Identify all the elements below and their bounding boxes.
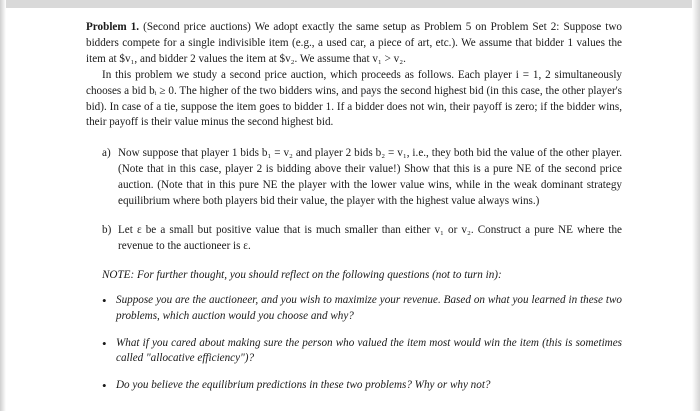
bullet-icon: • (102, 292, 107, 308)
bullet-text: Suppose you are the auctioneer, and you wish to maximize your revenue. Based on what you learned in these two problems, which auction would you choose and why? (116, 293, 622, 322)
bullet-text: Do you believe the equilibrium predictions in these two problems? Why or why not? (116, 379, 491, 392)
intro-paragraph-2: In this problem we study a second price auction, which proceeds as follows. Each player i = 1, 2 simultaneously chooses a bid bᵢ ≥ 0. The higher of the two bidders wins, and pays the second highest bid (in this case, the other player's bid). In case of a tie, suppose the item goes to bidder 1. If a bidder does not win, their payoff is zero; if the bidder wins, their payoff is their value minus the second highest bid. (86, 68, 622, 129)
problem-intro (86, 20, 622, 68)
part-a (102, 146, 622, 210)
part-text: Let ε be a small but positive value that is much smaller than either v₁ or v₂. Construct a pure NE where the revenue to the auctioneer is ε. (118, 223, 622, 252)
further-thought-note: NOTE: For further thought, you should reflect on the following questions (not to turn in): (102, 268, 502, 281)
document-page (86, 20, 622, 405)
screenshot-left-edge (0, 0, 6, 411)
list-item (102, 293, 622, 325)
part-label: b) (102, 223, 112, 236)
screenshot-top-edge (0, 0, 700, 8)
bullet-icon: • (102, 378, 107, 394)
problem-parts (102, 146, 622, 254)
bullet-icon: • (102, 335, 107, 351)
part-b (102, 223, 622, 255)
reflection-questions (102, 293, 622, 395)
screenshot-right-edge (692, 0, 700, 411)
bullet-text: What if you cared about making sure the person who valued the item most would win the item (this is sometimes called "allocative efficiency")? (116, 336, 622, 365)
list-item (102, 336, 622, 368)
list-item (102, 378, 622, 394)
part-text: Now suppose that player 1 bids b₁ = v₂ and player 2 bids b₂ = v₁, i.e., they both bid the value of the other player. (Note that in this case, player 2 is bidding above their value!) Show that this is a pure NE of the second price auction. (Note that in this pure NE the player with the lower value wins, while in the weak dominant strategy equilibrium where both players bid their value, the player with the highest value always wins.) (118, 147, 622, 208)
intro-paragraph-1: (Second price auctions) We adopt exactly the same setup as Problem 5 on Problem Set 2: Suppose two bidders compete for a single indivisible item (e.g., a used car, a piece of art, etc.). We assume that bidder 1 values the item at $v₁, and bidder 2 values the item at $v₂. We assume that v₁ > v₂. (86, 21, 622, 65)
problem-title: Problem 1. (86, 21, 140, 33)
part-label: a) (102, 147, 111, 160)
